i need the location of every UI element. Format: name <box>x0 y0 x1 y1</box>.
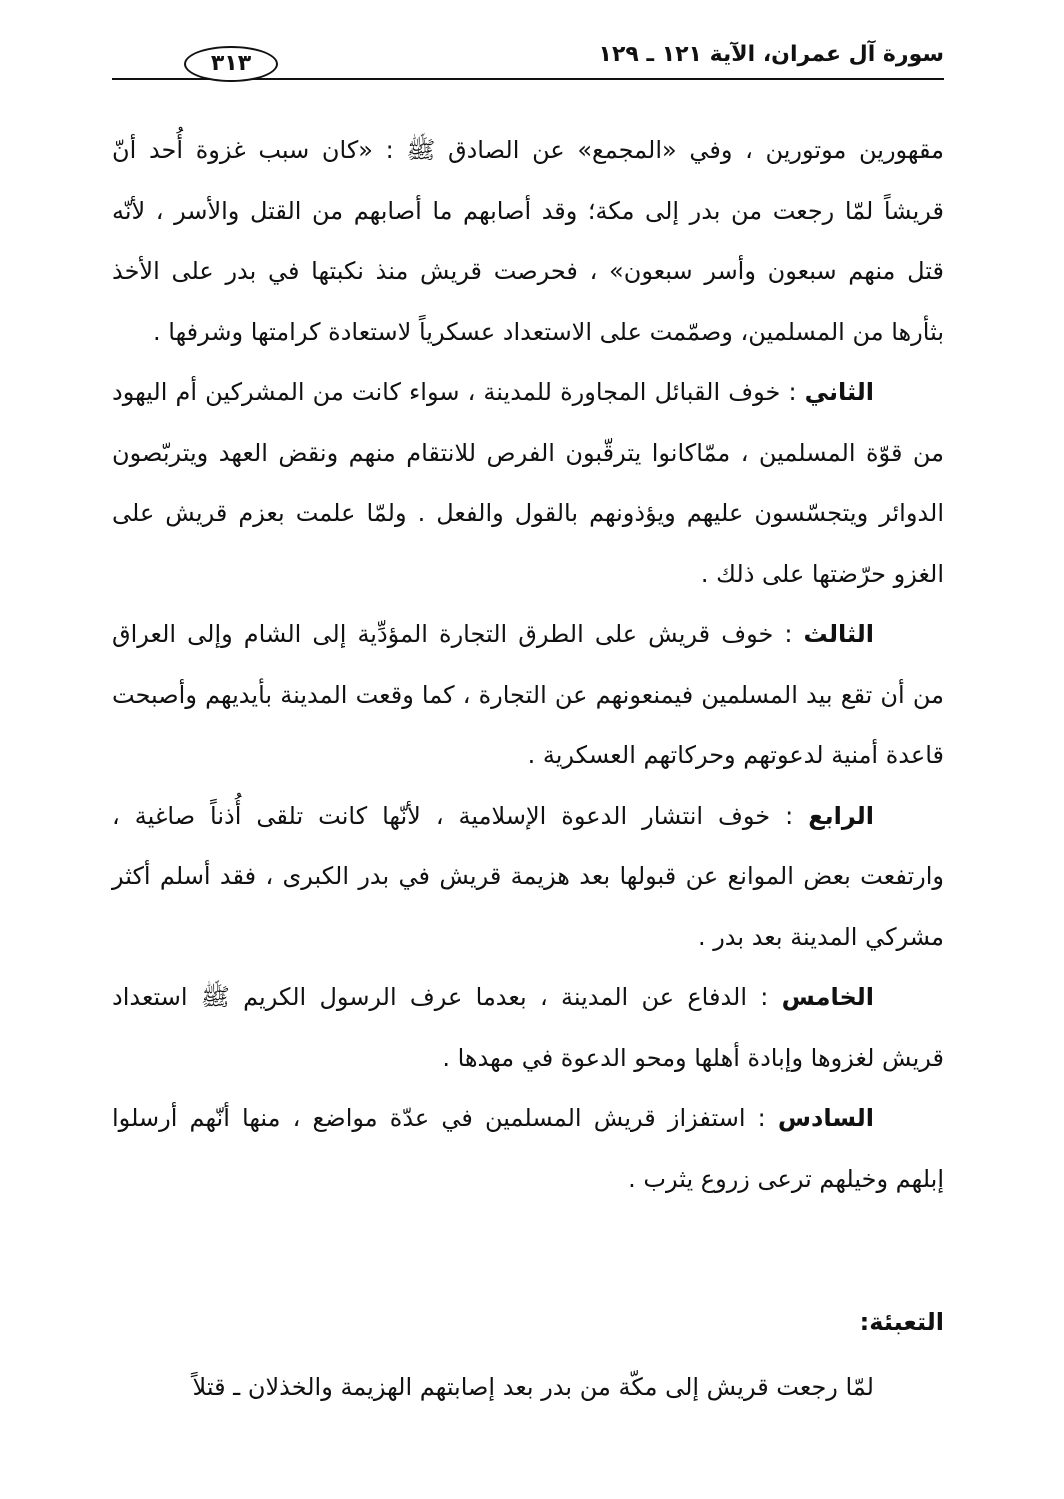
paragraph-1: مقهورين موتورين ، وفي «المجمع» عن الصادق ﷺ : «كان سبب غزوة أُحد أنّ قريشاً لمّا رجعت من بدر إلى مكة؛ وقد أصابهم ما أصابهم من القتل والأسر ، لأنّه قتل منهم سبعون وأسر سبعون» ، فحرصت قريش منذ نكبتها في بدر على الأخذ بثأرها من المسلمين، وصمّمت على الاستعداد عسكرياً لاستعادة كرامتها وشرفها . <box>112 136 944 346</box>
paragraph-3-text: : خوف قريش على الطرق التجارة المؤدِّية إلى الشام وإلى العراق من أن تقع بيد المسلمين فيمنعونهم عن التجارة ، كما وقعت المدينة بأيديهم وأصبحت قاعدة أمنية لدعوتهم وحركاتهم العسكرية . <box>112 620 944 769</box>
paragraph-4 <box>112 786 944 968</box>
section-first-line: لمّا رجعت قريش إلى مكّة من بدر بعد إصابتهم الهزيمة والخذلان ـ قتلاً <box>192 1373 874 1401</box>
page-header <box>112 36 944 82</box>
paragraph-6-text: : استفزاز قريش المسلمين في عدّة مواضع ، منها أنّهم أرسلوا إبلهم وخيلهم ترعى زروع يثرب . <box>112 1104 944 1193</box>
paragraph-5 <box>112 967 944 1088</box>
paragraph-2 <box>112 362 944 604</box>
paragraph-4-text: : خوف انتشار الدعوة الإسلامية ، لأنّها كانت تلقى أُذناً صاغية ، وارتفعت بعض الموانع عن قبولها بعد هزيمة قريش في بدر الكبرى ، فقد أسلم أكثر مشركي المدينة بعد بدر . <box>112 801 944 951</box>
running-title: سورة آل عمران، الآية ١٢١ ـ ١٢٩ <box>598 42 944 67</box>
paragraph-3 <box>112 604 944 786</box>
paragraph-3-label: الثالث <box>803 620 874 648</box>
paragraph-6-label: السادس <box>777 1104 874 1132</box>
paragraph-2-text: : خوف القبائل المجاورة للمدينة ، سواء كانت من المشركين أم اليهود من قوّة المسلمين ، ممّاكانوا يترقّبون الفرص للانتقام منهم ونقض العهد ويتربّصون الدوائر ويتجسّسون عليهم ويؤذونهم بالقول والفعل . ولمّا علمت بعزم قريش على الغزو حرّضتها على ذلك . <box>112 378 944 588</box>
paragraph-5-label: الخامس <box>781 983 874 1011</box>
paragraph-2-label: الثاني <box>804 378 874 406</box>
page-number-badge: ٣١٣ <box>184 46 278 82</box>
paragraph-5-text: : الدفاع عن المدينة ، بعدما عرف الرسول الكريم ﷺ استعداد قريش لغزوها وإبادة أهلها ومحو الدعوة في مهدها . <box>112 983 944 1072</box>
page-body <box>112 120 944 1209</box>
section-heading: التعبئة: <box>859 1308 944 1336</box>
paragraph-4-label: الرابع <box>808 801 874 830</box>
paragraph-6 <box>112 1088 944 1209</box>
